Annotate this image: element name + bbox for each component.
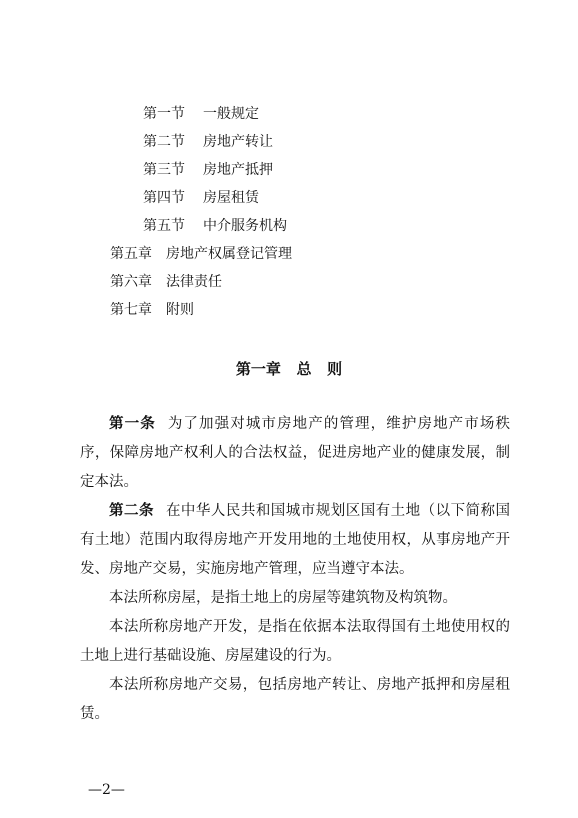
toc-number: 第五节 — [143, 218, 185, 234]
toc-item-chapter-7 — [110, 300, 194, 320]
definition-paragraph-transaction — [80, 671, 510, 729]
paragraph-text: 本法所称房地产开发，是指在依据本法取得国有土地使用权的土地上进行基础设施、房屋建设的行为。 — [80, 619, 510, 664]
toc-number: 第四节 — [143, 190, 185, 206]
toc-title: 附则 — [166, 302, 194, 318]
paragraph-text: 本法所称房屋，是指土地上的房屋等建筑物及构筑物。 — [109, 590, 457, 606]
toc-number: 第一节 — [143, 106, 185, 122]
toc-item-section-2 — [143, 132, 273, 152]
toc-title: 房屋租赁 — [203, 190, 259, 206]
toc-number: 第三节 — [143, 162, 185, 178]
toc-title: 一般规定 — [203, 106, 259, 122]
article-text: 在中华人民共和国城市规划区国有土地（以下简称国有土地）范围内取得房地产开发用地的土地使用权，从事房地产开发、房地产交易，实施房地产管理，应当遵守本法。 — [80, 503, 511, 577]
article-text: 为了加强对城市房地产的管理，维护房地产市场秩序，保障房地产权利人的合法权益，促进房地产业的健康发展，制定本法。 — [80, 416, 510, 490]
toc-item-section-3 — [143, 160, 273, 180]
toc-item-section-4 — [143, 188, 259, 208]
toc-title: 房地产权属登记管理 — [166, 246, 292, 262]
toc-title: 中介服务机构 — [203, 218, 287, 234]
article-1-paragraph — [80, 410, 510, 497]
toc-item-section-5 — [143, 216, 287, 236]
toc-item-chapter-6 — [110, 272, 222, 292]
paragraph-text: 本法所称房地产交易，包括房地产转让、房地产抵押和房屋租赁。 — [80, 677, 510, 722]
toc-item-section-1 — [143, 104, 259, 124]
chapter-title: 第一章 总 则 — [235, 360, 343, 378]
toc-number: 第二节 — [143, 134, 185, 150]
article-label: 第二条 — [109, 503, 154, 519]
toc-number: 第六章 — [110, 274, 152, 290]
toc-number: 第七章 — [110, 302, 152, 318]
toc-number: 第五章 — [110, 246, 152, 262]
toc-title: 房地产抵押 — [203, 162, 273, 178]
toc-title: 法律责任 — [166, 274, 222, 290]
definition-paragraph-development — [80, 613, 510, 671]
page-number: —2— — [88, 782, 125, 798]
toc-item-chapter-5 — [110, 244, 292, 264]
article-2-paragraph — [80, 497, 510, 584]
article-label: 第一条 — [109, 416, 156, 432]
toc-title: 房地产转让 — [203, 134, 273, 150]
definition-paragraph-house — [80, 584, 510, 613]
